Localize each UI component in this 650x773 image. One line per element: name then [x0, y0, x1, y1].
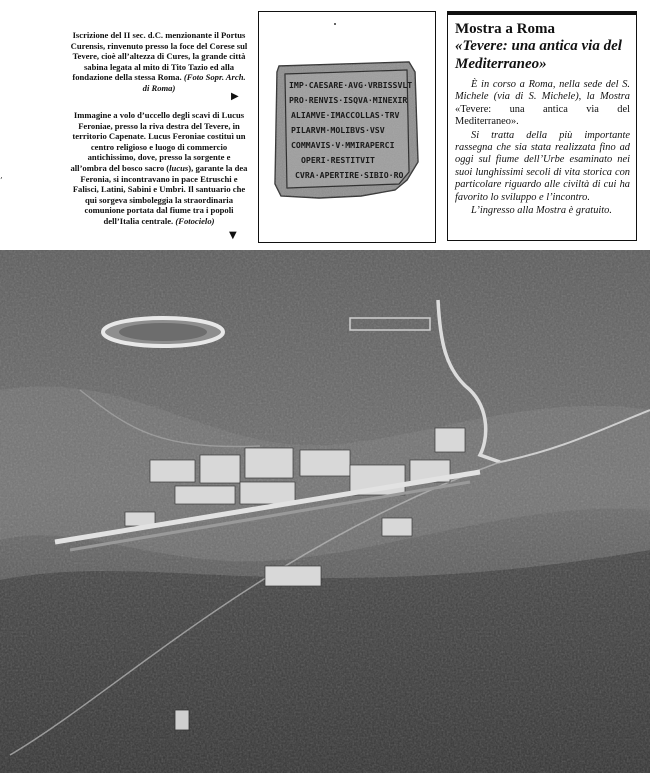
- inscription-caption: [70, 30, 248, 94]
- aerial-caption-lucus: lucus: [169, 162, 189, 173]
- aerial-photo: [0, 250, 650, 773]
- exhibition-title: Mostra a Roma: [455, 21, 555, 37]
- inscription-line: PRO·RENVIS·ISQVA·MINEXIR: [289, 95, 408, 105]
- inscription-caption-text: Iscrizione del II sec. d.C. menzionante il Portus Curensis, rinvenuto presso la foce del Corese sul Tevere, cioè all’altezza di Cures, la grande città sabina legata al mito di Tito Tazio ed alla fondazione della stessa Roma.: [70, 30, 248, 83]
- inscription-line: CVRA·APERTIRE·SIBIO·RO: [295, 170, 404, 180]
- inscription-line: IMP·CAESARE·AVG·VRBISSVLT: [289, 80, 413, 90]
- margin-mark: ’: [0, 176, 3, 185]
- exhibition-p1-name: «Tevere: una antica via del Mediterraneo».: [455, 103, 630, 128]
- inscription-stone-image: [259, 12, 435, 242]
- exhibition-subtitle: «Tevere: una antica via del Mediterraneo»: [455, 38, 622, 72]
- exhibition-box: [447, 11, 637, 241]
- exhibition-paragraph-3: L’ingresso alla Mostra è gratuito.: [471, 205, 612, 217]
- aerial-caption-text-2: ), garante la dea Feronia, si incontravano in pace Etruschi e Falisci, Latini, Sabini e Umbri. Il santuario che qui sorgeva simboleggia la straordinaria comunione portata dal fiume tra i popoli dell’Italia centrale.: [72, 162, 248, 226]
- inscription-line: OPERI·RESTITVIT: [301, 155, 375, 165]
- aerial-caption: [70, 110, 248, 227]
- exhibition-paragraph-1: [455, 79, 630, 129]
- arrow-right-icon: ▶: [231, 91, 239, 102]
- exhibition-paragraph-2: Si tratta della più importante rassegna che sia stata realizzata fino ad oggi sul fiume dell’Urbe esaminato nei suoi lunghissimi secoli di vita storica con particolare riguardo alle civiltà di cui ha favorito lo sviluppo e l’incontro.: [455, 129, 630, 203]
- aerial-photo-credit: (Fotocielo): [175, 215, 215, 226]
- inscription-line: ALIAMVE·IMACCOLLAS·TRV: [291, 110, 400, 120]
- arrow-down-icon: ▼: [229, 230, 237, 241]
- inscription-line: PILARVM·MOLIBVS·VSV: [291, 125, 385, 135]
- inscription-line: COMMAVIS·V·MMIRAPERCI: [291, 140, 395, 150]
- inscription-photo-frame: [258, 11, 436, 243]
- inscription-photo-credit: (Foto Sopr. Arch. di Roma): [142, 72, 246, 93]
- exhibition-p1-intro: È in corso a Roma, nella sede del S. Michele (via di S. Michele), la Mostra: [455, 79, 630, 103]
- aerial-caption-text-1: Immagine a volo d’uccello degli scavi di Lucus Feroniae, presso la riva destra del Tevere, in territorio Capenate. Lucus Feroniae costituì un centro religioso e luogo di commercio antichissimo, dove, presso la sorgente e all’ombra del bosco sacro (: [70, 110, 246, 173]
